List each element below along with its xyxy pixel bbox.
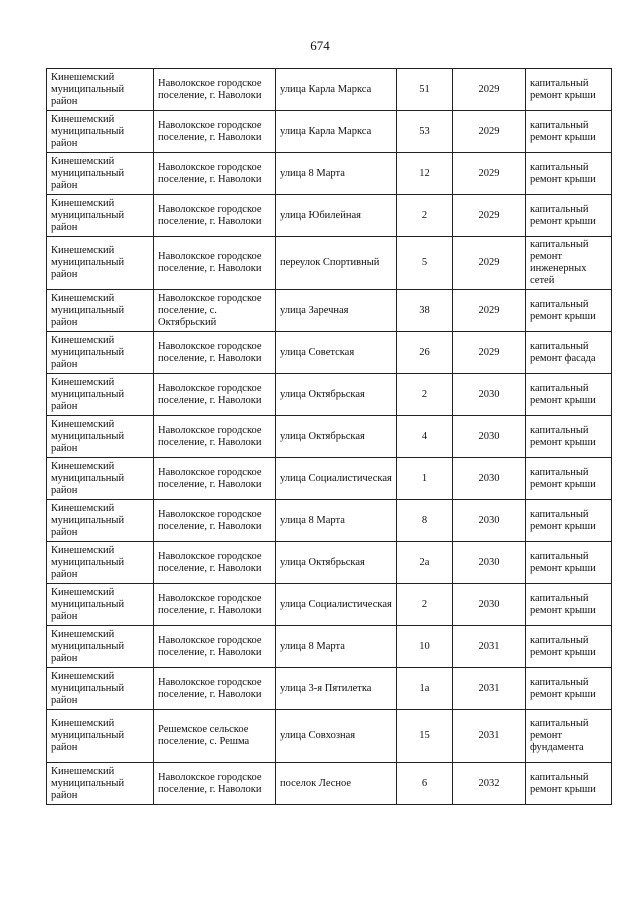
district-cell: Кинешемский муниципальный район: [47, 500, 154, 542]
table-row: [47, 69, 612, 111]
settlement-cell: Решемское сельское поселение, с. Решма: [154, 710, 276, 763]
settlement-cell: Наволокское городское поселение, г. Наволоки: [154, 237, 276, 290]
table-row: [47, 763, 612, 805]
work-type-cell: капитальный ремонт крыши: [526, 69, 612, 111]
street-cell: улица Юбилейная: [276, 195, 397, 237]
table-row: [47, 416, 612, 458]
district-cell: Кинешемский муниципальный район: [47, 111, 154, 153]
street-cell: улица Карла Маркса: [276, 69, 397, 111]
district-cell: Кинешемский муниципальный район: [47, 710, 154, 763]
page-number: 674: [310, 38, 330, 53]
work-type-cell: капитальный ремонт крыши: [526, 500, 612, 542]
district-cell: Кинешемский муниципальный район: [47, 153, 154, 195]
work-type-cell: капитальный ремонт крыши: [526, 153, 612, 195]
repair-year-cell: 2031: [453, 710, 526, 763]
house-number-cell: 2: [397, 195, 453, 237]
work-type-cell: капитальный ремонт крыши: [526, 763, 612, 805]
work-type-cell: капитальный ремонт крыши: [526, 668, 612, 710]
house-number-cell: 4: [397, 416, 453, 458]
house-number-cell: 8: [397, 500, 453, 542]
settlement-cell: Наволокское городское поселение, г. Наволоки: [154, 195, 276, 237]
repair-year-cell: 2029: [453, 195, 526, 237]
street-cell: улица 8 Марта: [276, 153, 397, 195]
table-row: [47, 195, 612, 237]
repair-year-cell: 2030: [453, 416, 526, 458]
repair-year-cell: 2030: [453, 374, 526, 416]
work-type-cell: капитальный ремонт крыши: [526, 584, 612, 626]
repair-year-cell: 2029: [453, 153, 526, 195]
house-number-cell: 5: [397, 237, 453, 290]
district-cell: Кинешемский муниципальный район: [47, 584, 154, 626]
house-number-cell: 2: [397, 584, 453, 626]
table-row: [47, 542, 612, 584]
work-type-cell: капитальный ремонт фасада: [526, 332, 612, 374]
repair-year-cell: 2029: [453, 111, 526, 153]
table-row: [47, 374, 612, 416]
house-number-cell: 2: [397, 374, 453, 416]
district-cell: Кинешемский муниципальный район: [47, 416, 154, 458]
repair-year-cell: 2031: [453, 668, 526, 710]
work-type-cell: капитальный ремонт крыши: [526, 111, 612, 153]
house-number-cell: 1а: [397, 668, 453, 710]
street-cell: улица Октябрьская: [276, 416, 397, 458]
house-number-cell: 38: [397, 290, 453, 332]
district-cell: Кинешемский муниципальный район: [47, 458, 154, 500]
street-cell: улица Социалистическая: [276, 584, 397, 626]
work-type-cell: капитальный ремонт фундамента: [526, 710, 612, 763]
settlement-cell: Наволокское городское поселение, г. Наволоки: [154, 69, 276, 111]
repair-year-cell: 2029: [453, 237, 526, 290]
settlement-cell: Наволокское городское поселение, г. Наволоки: [154, 626, 276, 668]
repair-year-cell: 2029: [453, 69, 526, 111]
district-cell: Кинешемский муниципальный район: [47, 374, 154, 416]
house-number-cell: 6: [397, 763, 453, 805]
settlement-cell: Наволокское городское поселение, г. Наволоки: [154, 416, 276, 458]
table-row: [47, 458, 612, 500]
repair-year-cell: 2029: [453, 332, 526, 374]
street-cell: улица Октябрьская: [276, 374, 397, 416]
work-type-cell: капитальный ремонт инженерных сетей: [526, 237, 612, 290]
table-row: [47, 111, 612, 153]
street-cell: переулок Спортивный: [276, 237, 397, 290]
table-row: [47, 500, 612, 542]
house-number-cell: 2а: [397, 542, 453, 584]
table-row: [47, 237, 612, 290]
repair-year-cell: 2030: [453, 458, 526, 500]
work-type-cell: капитальный ремонт крыши: [526, 542, 612, 584]
district-cell: Кинешемский муниципальный район: [47, 668, 154, 710]
settlement-cell: Наволокское городское поселение, г. Наволоки: [154, 500, 276, 542]
settlement-cell: Наволокское городское поселение, г. Наволоки: [154, 542, 276, 584]
housing-repair-table: [46, 68, 612, 805]
table-row: [47, 668, 612, 710]
repair-year-cell: 2029: [453, 290, 526, 332]
settlement-cell: Наволокское городское поселение, г. Наволоки: [154, 332, 276, 374]
settlement-cell: Наволокское городское поселение, г. Наволоки: [154, 458, 276, 500]
house-number-cell: 51: [397, 69, 453, 111]
street-cell: улица Карла Маркса: [276, 111, 397, 153]
table-row: [47, 626, 612, 668]
work-type-cell: капитальный ремонт крыши: [526, 416, 612, 458]
street-cell: улица Совхозная: [276, 710, 397, 763]
repair-year-cell: 2030: [453, 500, 526, 542]
repair-year-cell: 2032: [453, 763, 526, 805]
district-cell: Кинешемский муниципальный район: [47, 195, 154, 237]
street-cell: улица Заречная: [276, 290, 397, 332]
house-number-cell: 53: [397, 111, 453, 153]
district-cell: Кинешемский муниципальный район: [47, 542, 154, 584]
repair-year-cell: 2031: [453, 626, 526, 668]
table-row: [47, 290, 612, 332]
district-cell: Кинешемский муниципальный район: [47, 332, 154, 374]
work-type-cell: капитальный ремонт крыши: [526, 290, 612, 332]
work-type-cell: капитальный ремонт крыши: [526, 626, 612, 668]
settlement-cell: Наволокское городское поселение, г. Наволоки: [154, 111, 276, 153]
street-cell: улица 3-я Пятилетка: [276, 668, 397, 710]
table-row: [47, 153, 612, 195]
settlement-cell: Наволокское городское поселение, г. Наволоки: [154, 763, 276, 805]
house-number-cell: 26: [397, 332, 453, 374]
house-number-cell: 15: [397, 710, 453, 763]
work-type-cell: капитальный ремонт крыши: [526, 458, 612, 500]
house-number-cell: 12: [397, 153, 453, 195]
district-cell: Кинешемский муниципальный район: [47, 763, 154, 805]
settlement-cell: Наволокское городское поселение, г. Наволоки: [154, 374, 276, 416]
street-cell: улица Советская: [276, 332, 397, 374]
table-row: [47, 584, 612, 626]
district-cell: Кинешемский муниципальный район: [47, 290, 154, 332]
work-type-cell: капитальный ремонт крыши: [526, 195, 612, 237]
settlement-cell: Наволокское городское поселение, г. Наволоки: [154, 153, 276, 195]
street-cell: улица 8 Марта: [276, 626, 397, 668]
table-row: [47, 332, 612, 374]
table-row: [47, 710, 612, 763]
district-cell: Кинешемский муниципальный район: [47, 237, 154, 290]
repair-year-cell: 2030: [453, 584, 526, 626]
street-cell: поселок Лесное: [276, 763, 397, 805]
settlement-cell: Наволокское городское поселение, г. Наволоки: [154, 668, 276, 710]
settlement-cell: Наволокское городское поселение, г. Наволоки: [154, 584, 276, 626]
settlement-cell: Наволокское городское поселение, с. Октябрьский: [154, 290, 276, 332]
street-cell: улица 8 Марта: [276, 500, 397, 542]
street-cell: улица Октябрьская: [276, 542, 397, 584]
house-number-cell: 1: [397, 458, 453, 500]
work-type-cell: капитальный ремонт крыши: [526, 374, 612, 416]
house-number-cell: 10: [397, 626, 453, 668]
street-cell: улица Социалистическая: [276, 458, 397, 500]
repair-year-cell: 2030: [453, 542, 526, 584]
district-cell: Кинешемский муниципальный район: [47, 69, 154, 111]
district-cell: Кинешемский муниципальный район: [47, 626, 154, 668]
